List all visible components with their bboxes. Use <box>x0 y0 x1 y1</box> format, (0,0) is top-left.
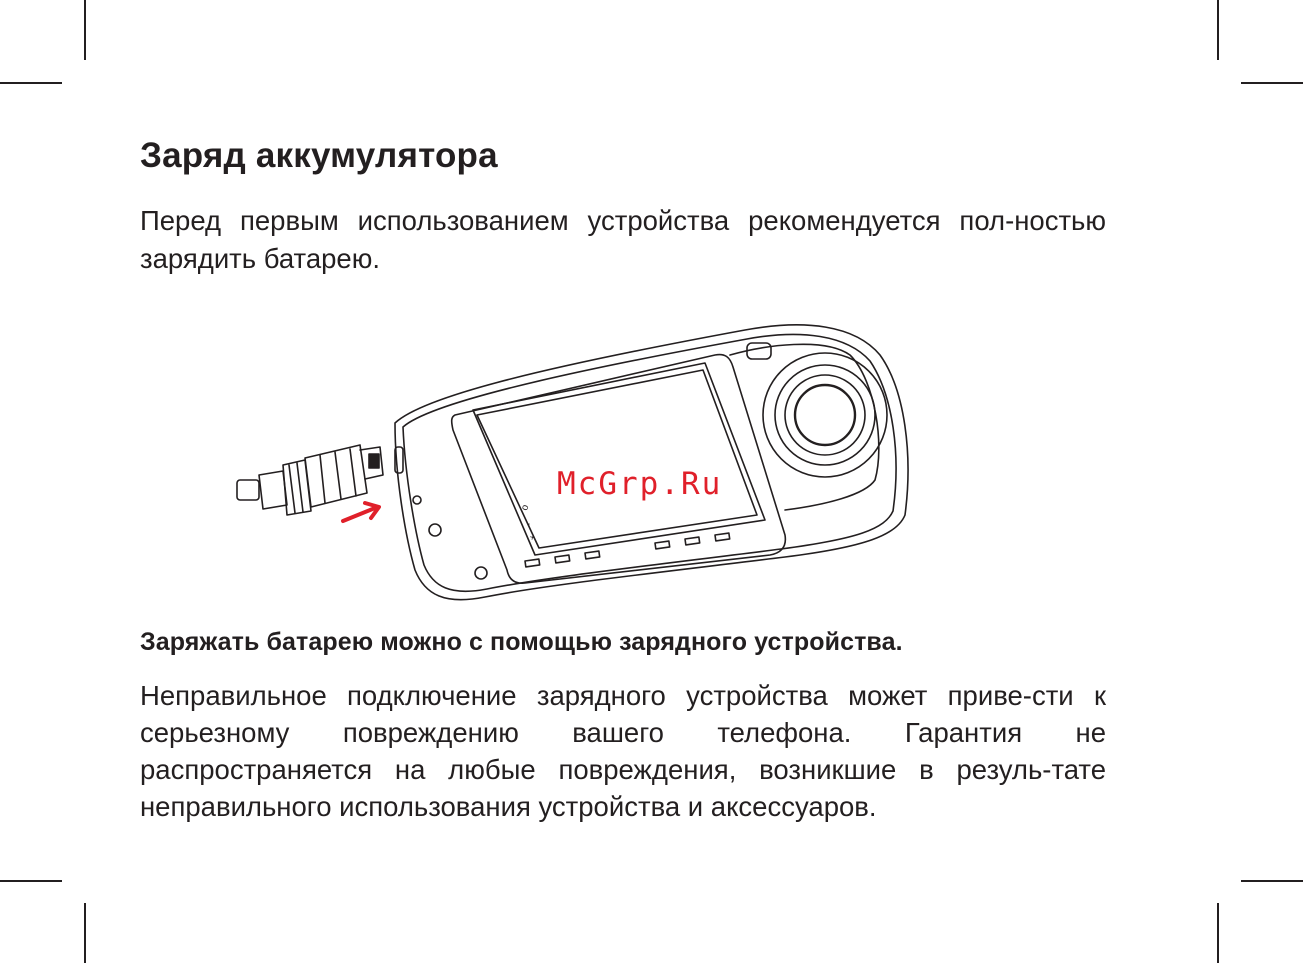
crop-mark-top-right <box>1217 0 1219 60</box>
crop-mark-bottom-right-h <box>1241 880 1303 882</box>
intro-paragraph: Перед первым использованием устройства рекомендуется пол-ностью зарядить батарею. <box>140 205 1106 274</box>
camera-module <box>730 343 887 510</box>
page-title: Заряд аккумулятора <box>140 136 498 175</box>
phone-charging-illustration <box>225 315 925 605</box>
crop-mark-top-right-h <box>1241 82 1303 84</box>
battery-mark-plus: + <box>527 533 540 542</box>
crop-mark-top-left <box>84 0 86 60</box>
warning-paragraph: Неправильное подключение зарядного устройства может приве-сти к серьезному повреждению вашего телефона. Гарантия не распространяется на любые повреждения, возникшие в резуль-тате неправильного использования устройства и аксессуаров. <box>140 680 1106 822</box>
crop-mark-bottom-left-h <box>0 880 62 882</box>
battery-contacts <box>525 533 730 567</box>
crop-mark-bottom-right <box>1217 903 1219 963</box>
section-subheading: Заряжать батарею можно с помощью зарядного устройства. <box>140 628 903 656</box>
battery <box>473 363 765 555</box>
insert-arrow-icon <box>343 503 379 521</box>
usb-cable-icon <box>237 445 383 515</box>
battery-mark-o: o <box>519 503 532 512</box>
battery-mark-minus: - <box>523 521 535 528</box>
crop-mark-top-left-h <box>0 82 62 84</box>
watermark: McGrp.Ru <box>557 466 723 502</box>
crop-mark-bottom-left <box>84 903 86 963</box>
